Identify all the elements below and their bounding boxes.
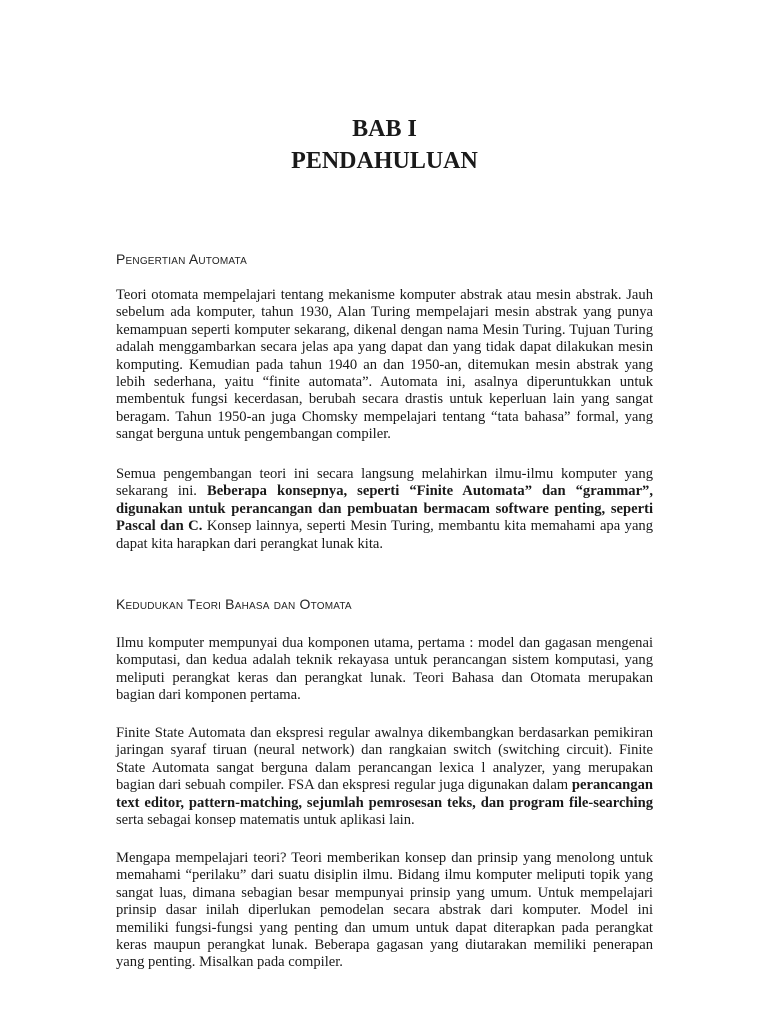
chapter-number: BAB I xyxy=(352,116,417,142)
paragraph: Ilmu komputer mempunyai dua komponen utama, pertama : model dan gagasan mengenai komputasi, dan kedua adalah teknik rekayasa untuk perancangan sistem komputasi, yang meliputi perangkat keras dan perangkat lunak. Teori Bahasa dan Otomata merupakan bagian dari komponen pertama. xyxy=(116,635,653,704)
paragraph xyxy=(116,466,653,553)
paragraph-text: Konsep lainnya, seperti Mesin Turing, membantu kita memahami apa yang dapat kita harapkan dari perangkat lunak kita. xyxy=(116,518,654,552)
section-heading-kedudukan-teori: Kedudukan Teori Bahasa dan Otomata xyxy=(116,596,352,612)
paragraph xyxy=(116,725,653,829)
chapter-title: PENDAHULUAN xyxy=(291,148,478,174)
paragraph-bold-text: Beberapa konsepnya, seperti “Finite Automata” dan “grammar”, digunakan untuk perancangan dan pembuatan bermacam software penting, seperti Pascal dan C. xyxy=(116,483,654,535)
paragraph-text: Finite State Automata dan ekspresi regular awalnya dikembangkan berdasarkan pemikiran jaringan syaraf tiruan (neural network) dan rangkaian switch (switching circuit). Finite State Automata sangat berguna dalam perancangan lexica l analyzer, yang merupakan bagian dari sebuah compiler. FSA dan ekspresi regular juga digunakan dalam xyxy=(116,725,653,794)
paragraph-bold-text: perancangan text editor, pattern-matching, sejumlah pemrosesan teks, dan program file-searching xyxy=(116,777,653,811)
paragraph-text: serta sebagai konsep matematis untuk aplikasi lain. xyxy=(116,812,415,829)
paragraph: Mengapa mempelajari teori? Teori memberikan konsep dan prinsip yang menolong untuk memahami “perilaku” dari suatu disiplin ilmu. Bidang ilmu komputer meliputi topik yang sangat luas, dimana sebagian besar mempunyai prinsip yang umum. Untuk mempelajari prinsip dasar inilah diperlukan pemodelan secara abstrak dari komputer. Model ini memiliki fungsi-fungsi yang penting dan umum untuk dapat diterapkan pada perangkat keras maupun perangkat lunak. Beberapa gagasan yang diutarakan memiliki penerapan yang penting. Misalkan pada compiler. xyxy=(116,850,653,971)
paragraph: Teori otomata mempelajari tentang mekanisme komputer abstrak atau mesin abstrak. Jauh sebelum ada komputer, tahun 1930, Alan Turing mempelajari mesin abstrak yang punya kemampuan seperti komputer sekarang, dikenal dengan nama Mesin Turing. Tujuan Turing adalah menggambarkan secara jelas apa yang dapat dan yang tidak dapat dilakukan mesin komputing. Kemudian pada tahun 1940 an dan 1950-an, ditemukan mesin abstrak yang lebih sederhana, yaitu “finite automata”. Automata ini, asalnya diperuntukkan untuk membentuk fungsi kecerdasan, berubah secara drastis untuk keperluan lain yang sangat beragam. Tahun 1950-an juga Chomsky mempelajari tentang “tata bahasa” formal, yang sangat berguna untuk pengembangan compiler. xyxy=(116,287,653,443)
paragraph-text: Semua pengembangan teori ini secara langsung melahirkan ilmu-ilmu komputer yang sekarang ini. xyxy=(116,466,653,500)
section-heading-pengertian-automata: Pengertian Automata xyxy=(116,251,247,267)
